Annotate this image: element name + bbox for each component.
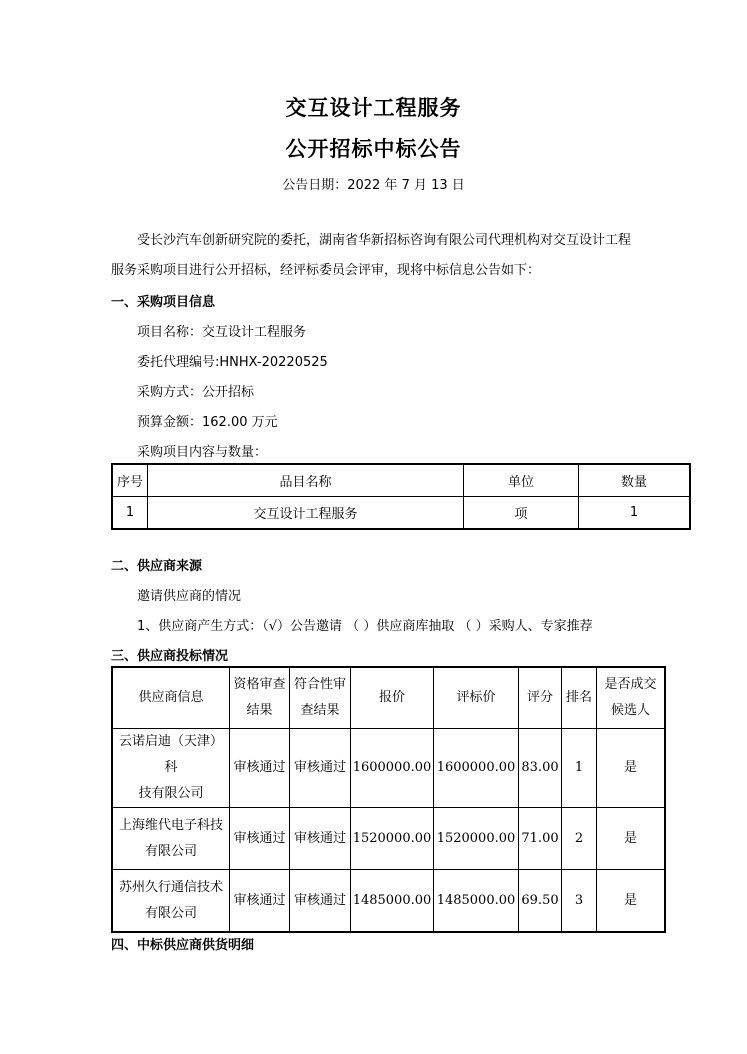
table-cell: 1520000.00 [351, 808, 434, 870]
bids-table-header [112, 667, 665, 729]
agency-code: 委托代理编号:HNHX-20220525 [137, 355, 328, 370]
header-cell: 品目名称 [148, 464, 464, 497]
supplier-name: 云诺启迪（天津）科 [118, 734, 223, 775]
table-cell: 1 [562, 729, 597, 808]
table-cell: 审核通过 [230, 808, 290, 870]
table-cell: 项 [464, 497, 579, 530]
header-text: 结果 [246, 703, 273, 718]
header-cell [230, 667, 290, 729]
section-1-heading: 一、采购项目信息 [111, 295, 216, 310]
header-cell: 序号 [112, 464, 148, 497]
header-cell: 评标价 [434, 667, 519, 729]
header-cell [597, 667, 666, 729]
table-cell: 83.00 [519, 729, 562, 808]
table-cell: 审核通过 [230, 870, 290, 933]
table-row [112, 870, 665, 933]
table-cell: 1485000.00 [351, 870, 434, 933]
procurement-method: 采购方式：公开招标 [137, 385, 255, 400]
supplier-name: 有限公司 [144, 905, 197, 921]
intro-line-2: 服务采购项目进行公开招标，经评标委员会评审，现将中标信息公告如下： [111, 263, 541, 278]
table-row [112, 497, 690, 530]
section-4-heading: 四、中标供应商供货明细 [111, 938, 255, 953]
header-cell: 供应商信息 [112, 667, 230, 729]
table-cell: 1 [112, 497, 148, 530]
section-2-heading: 二、供应商来源 [111, 559, 203, 574]
table-cell: 1600000.00 [351, 729, 434, 808]
supplier-name: 有限公司 [144, 843, 197, 859]
table-cell: 69.50 [519, 870, 562, 933]
table-cell: 1520000.00 [434, 808, 519, 870]
header-cell: 排名 [562, 667, 597, 729]
supplier-mode: 1、供应商产生方式：（√）公告邀请 （ ）供应商库抽取 （ ）采购人、专家推荐 [137, 619, 593, 634]
header-text: 候选人 [610, 703, 650, 718]
supplier-cell [112, 808, 230, 870]
table-cell: 交互设计工程服务 [148, 497, 464, 530]
page-title: 交互设计工程服务 [285, 96, 462, 120]
intro-paragraph [111, 226, 651, 286]
header-text: 符合性审 [293, 677, 346, 692]
header-text: 是否成交 [604, 677, 657, 692]
table-cell: 1485000.00 [434, 870, 519, 933]
section-3-heading: 三、供应商投标情况 [111, 649, 229, 664]
table-cell: 是 [597, 729, 666, 808]
header-text: 资格审查 [233, 677, 286, 692]
table-cell: 2 [562, 808, 597, 870]
table-cell: 审核通过 [290, 808, 351, 870]
budget-amount: 预算金额：162.00 万元 [137, 415, 278, 430]
header-cell: 评分 [519, 667, 562, 729]
announcement-date: 公告日期：2022 年 7 月 13 日 [282, 178, 465, 193]
header-cell: 单位 [464, 464, 579, 497]
supplier-name: 上海维代电子科技 [118, 817, 223, 833]
table-cell: 是 [597, 870, 666, 933]
header-text: 查结果 [300, 703, 340, 718]
table-cell: 1600000.00 [434, 729, 519, 808]
supplier-cell [112, 729, 230, 808]
table-cell: 3 [562, 870, 597, 933]
project-name: 项目名称：交互设计工程服务 [137, 325, 307, 340]
header-cell [290, 667, 351, 729]
table-row [112, 729, 665, 808]
supplier-cell [112, 870, 230, 933]
supplier-name: 苏州久行通信技术 [118, 879, 223, 895]
header-cell: 报价 [351, 667, 434, 729]
bids-table [111, 666, 666, 933]
items-table [111, 463, 691, 530]
content-label: 采购项目内容与数量： [137, 445, 268, 460]
table-cell: 71.00 [519, 808, 562, 870]
supplier-name: 技有限公司 [138, 786, 204, 801]
items-table-header [112, 464, 690, 497]
invite-text: 邀请供应商的情况 [137, 589, 242, 604]
intro-line-1: 受长沙汽车创新研究院的委托，湖南省华新招标咨询有限公司代理机构对交互设计工程 [137, 233, 632, 248]
table-cell: 是 [597, 808, 666, 870]
header-cell: 数量 [579, 464, 691, 497]
page-subtitle: 公开招标中标公告 [285, 137, 462, 161]
table-cell: 审核通过 [290, 870, 351, 933]
table-cell: 审核通过 [230, 729, 290, 808]
table-cell: 审核通过 [290, 729, 351, 808]
table-cell: 1 [579, 497, 691, 530]
table-row [112, 808, 665, 870]
